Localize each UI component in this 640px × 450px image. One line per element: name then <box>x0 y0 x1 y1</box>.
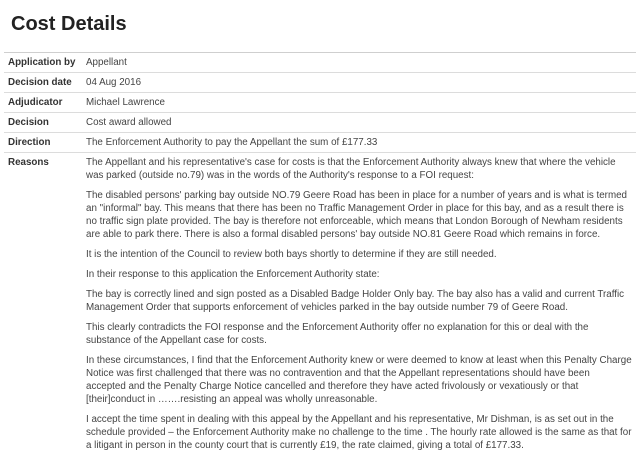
table-row-reasons <box>4 153 636 450</box>
decision-date-label: Decision date <box>4 73 82 93</box>
reasons-paragraph: It is the intention of the Council to review both bays shortly to determine if they are still needed. <box>86 249 497 260</box>
table-row <box>4 113 636 133</box>
table-row <box>4 53 636 73</box>
decision-date-value: 04 Aug 2016 <box>82 73 636 93</box>
decision-value: Cost award allowed <box>82 113 636 133</box>
reasons-paragraph: I accept the time spent in dealing with this appeal by the Appellant and his representative, Mr Dishman, is as set out in the schedule provided – the Enforcement Authority make no challenge to the time . The hourly rate allowed is the same as that for a litigant in person in the county court that is currently £19, the rate claimed, giving a total of £177.33. <box>86 414 632 450</box>
application-by-label: Application by <box>4 53 82 73</box>
reasons-paragraph: The bay is correctly lined and sign posted as a Disabled Badge Holder Only bay. The bay also has a valid and current Traffic Management Order that supports enforcement of vehicles parked in the bay outside number 79 of Geere Road. <box>86 289 625 313</box>
reasons-paragraph: This clearly contradicts the FOI response and the Enforcement Authority offer no explanation for this or deal with the substance of the Appellant case for costs. <box>86 322 589 346</box>
reasons-paragraph: In their response to this application the Enforcement Authority state: <box>86 269 380 280</box>
adjudicator-value: Michael Lawrence <box>82 93 636 113</box>
reasons-label: Reasons <box>8 157 49 168</box>
page-title: Cost Details <box>11 13 127 35</box>
direction-label: Direction <box>4 133 82 153</box>
reasons-paragraph: In these circumstances, I find that the Enforcement Authority knew or were deemed to know at least when this Penalty Charge Notice was first challenged that there was no contravention and that the Appellant representations should have been accepted and the Penalty Charge Notice cancelled and therefore they have acted frivolously or vexatiously or that [their]conduct in …….resisting an appeal was wholly unreasonable. <box>86 355 632 405</box>
table-row <box>4 73 636 93</box>
application-by-value: Appellant <box>82 53 636 73</box>
table-row <box>4 133 636 153</box>
reasons-paragraph: The Appellant and his representative's case for costs is that the Enforcement Authority always knew that where the vehicle was parked (outside no.79) was in the words of the Authority's response to a FOI request: <box>86 157 616 181</box>
table-row <box>4 93 636 113</box>
adjudicator-label: Adjudicator <box>4 93 82 113</box>
reasons-body <box>82 153 636 450</box>
direction-value: The Enforcement Authority to pay the Appellant the sum of £177.33 <box>82 133 636 153</box>
reasons-paragraph: The disabled persons' parking bay outside NO.79 Geere Road has been in place for a number of years and is what is termed an "informal" bay. This means that there has been no Traffic Management Order in place for this bay, and as a result there is no traffic sign plate provided. The bay is therefore not enforceable, which means that London Borough of Newham residents are able to park there. There is also a formal disabled persons' bay outside NO.81 Geere Road which remains in force. <box>86 190 628 240</box>
decision-label: Decision <box>4 113 82 133</box>
cost-details-table <box>4 53 636 450</box>
